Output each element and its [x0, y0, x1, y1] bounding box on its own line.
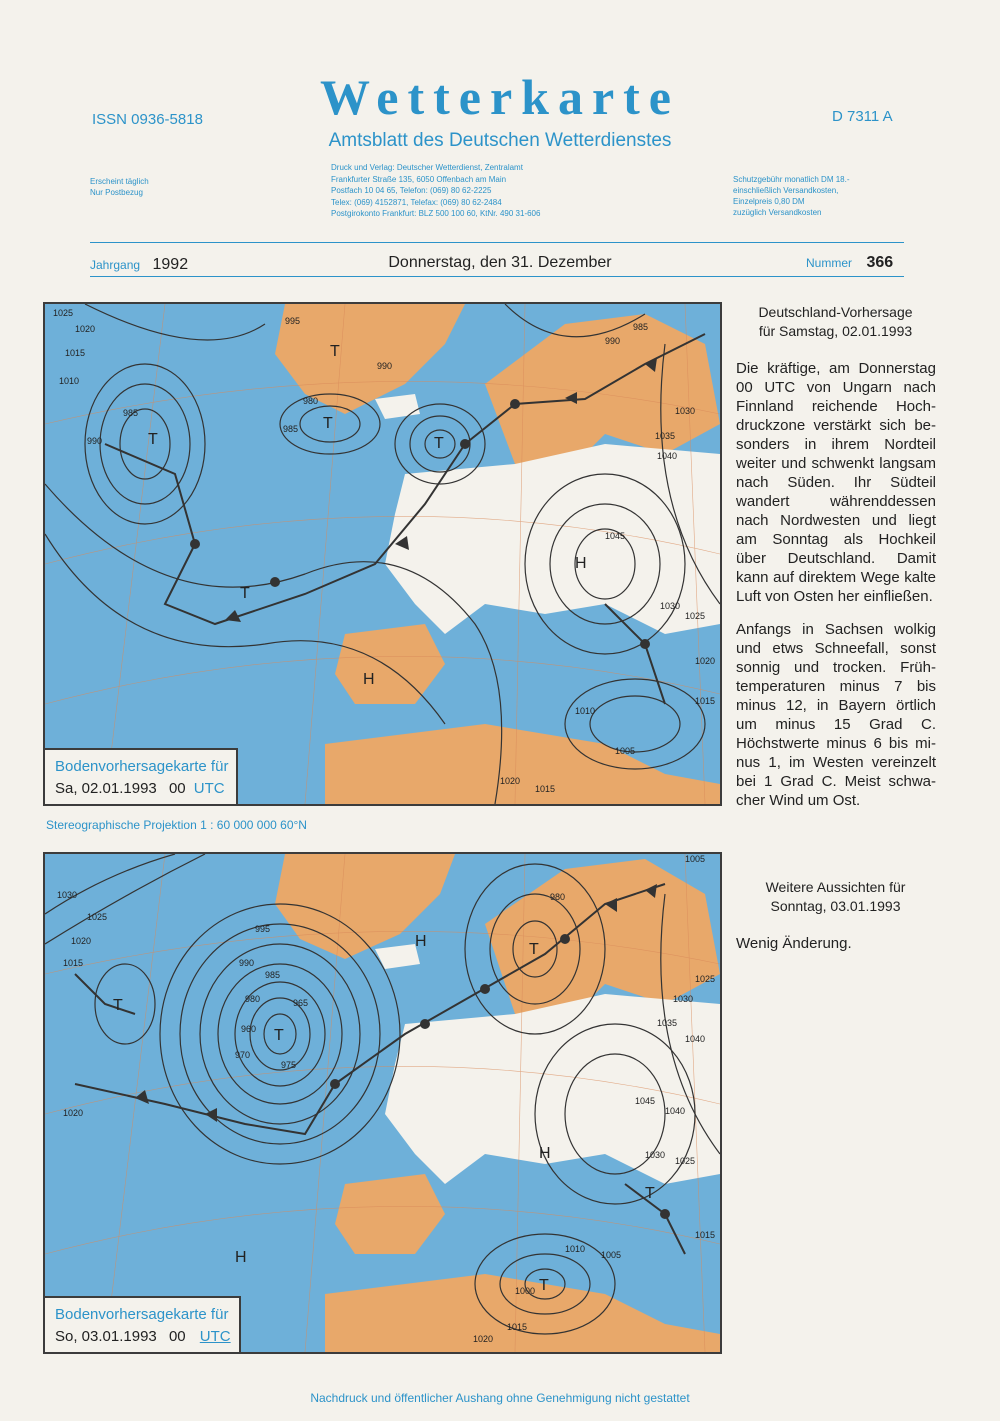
isobar-label: 960	[241, 1024, 257, 1034]
header-rule-top	[90, 242, 904, 243]
isobar-label: 1010	[575, 706, 596, 716]
isobar-label: 990	[377, 361, 393, 371]
footer-note: Nachdruck und öffentlicher Aushang ohne Genehmigung nicht gestattet	[310, 1391, 690, 1405]
isobar-label: 1005	[685, 854, 706, 864]
isobar-label: 1015	[65, 348, 86, 358]
isobar-label: 1025	[87, 912, 108, 922]
forecast-paragraph: Anfangs in Sachsen wolkig und etws Schneefall, sonst sonnig und trocken. Frühtemperaturen minus 7 bis minus 12, in Bayern örtlich um minus 15 Grad C. Höchstwerte minus 6 bis minus 1, im Westen vereinzelt bei 1 Grad C. Meist schwacher Wind um Ost.	[736, 621, 936, 809]
isobar-label: 1025	[53, 308, 74, 318]
isobar-label: 995	[255, 924, 271, 934]
high-center: H	[363, 671, 375, 688]
low-center: T	[240, 585, 250, 602]
low-center: T	[434, 435, 444, 452]
isobar-label: 1015	[507, 1322, 528, 1332]
low-center: T	[529, 941, 539, 958]
low-center: T	[539, 1277, 549, 1294]
isobar-label: 1030	[660, 601, 681, 611]
isobar-label: 1000	[515, 1286, 536, 1296]
isobar-label: 1020	[473, 1334, 494, 1344]
north-africa	[325, 724, 720, 804]
map-caption-sunday: Bodenvorhersagekarte für So, 03.01.1993 00 UTC	[45, 1296, 241, 1352]
low-center: T	[148, 431, 158, 448]
issue-number: Nummer 366	[806, 254, 894, 271]
isobar-label: 1020	[695, 656, 716, 666]
projection-note: Stereographische Projektion 1 : 60 000 000 60°N	[46, 818, 307, 832]
isobar-label: 985	[283, 424, 299, 434]
map-caption-saturday: Bodenvorhersagekarte für Sa, 02.01.1993 00 UTC	[45, 748, 238, 804]
isobar-label: 985	[265, 970, 281, 980]
isobar-label: 1040	[685, 1034, 706, 1044]
isobar-label: 1035	[657, 1018, 678, 1028]
isobar-label: 980	[303, 396, 319, 406]
isobar-label: 975	[281, 1060, 297, 1070]
newspaper-subtitle: Amtsblatt des Deutschen Wetterdienstes	[328, 130, 672, 151]
isobar-label: 1035	[655, 431, 676, 441]
isobar-label: 1025	[675, 1156, 696, 1166]
isobar-label: 990	[87, 436, 103, 446]
low-center: T	[274, 1027, 284, 1044]
isobar-label: 1015	[63, 958, 84, 968]
low-center: T	[323, 415, 333, 432]
high-center: H	[539, 1145, 551, 1162]
newspaper-title: Wetterkarte	[320, 69, 680, 125]
isobar-label: 980	[245, 994, 261, 1004]
isobar-label: 1005	[615, 746, 636, 756]
isobar-label: 1005	[601, 1250, 622, 1260]
high-center: H	[575, 555, 587, 572]
forecast-paragraph: Die kräftige, am Donnerstag 00 UTC von Ungarn nach Finnland reichende Hochdruckzone verstärkt sich besonders in ihrem Nordteil weiter und schwenkt langsam nach Süden. Ihr Südteil wandert währenddessen nach Nordwesten und liegt am Sonntag als Hochkeil über Deutschland. Damit kann auf direktem Wege kalte Luft von Osten her einfließen.	[736, 360, 936, 605]
isobar-label: 985	[633, 322, 649, 332]
isobar-label: 965	[293, 998, 309, 1008]
isobar-label: 1015	[695, 696, 716, 706]
high-center: H	[415, 933, 427, 950]
postal-code: D 7311 A	[832, 108, 893, 125]
header-rule-bottom	[90, 276, 904, 277]
low-center: T	[113, 997, 123, 1014]
isobar-label: 1020	[71, 936, 92, 946]
isobar-label: 985	[123, 408, 139, 418]
low-center: T	[330, 343, 340, 360]
isobar-label: 1030	[57, 890, 78, 900]
high-center: H	[235, 1249, 247, 1266]
issn: ISSN 0936-5818	[92, 111, 203, 128]
low-center: T	[645, 1185, 655, 1202]
forecast-body	[736, 359, 936, 824]
isobar-label: 980	[550, 892, 566, 902]
volume: Jahrgang 1992	[90, 256, 189, 273]
outlook-heading: Weitere Aussichten für Sonntag, 03.01.1993	[765, 879, 906, 914]
weather-map-1	[45, 304, 720, 804]
isobar-label: 1045	[635, 1096, 656, 1106]
isobar-label: 1030	[675, 406, 696, 416]
weather-map-2	[45, 854, 720, 1352]
isobar-label: 1025	[685, 611, 706, 621]
isobar-label: 995	[285, 316, 301, 326]
fee-info: Schutzgebühr monatlich DM 18.- einschließlich Versandkosten, Einzelpreis 0,80 DM zuzüglich Versandkosten	[733, 175, 850, 217]
isobar-label: 1015	[535, 784, 556, 794]
isobar-label: 1015	[695, 1230, 716, 1240]
forecast-map-saturday	[43, 302, 722, 806]
iceland	[375, 394, 420, 419]
isobar-label: 1040	[657, 451, 678, 461]
outlook-body: Wenig Änderung.	[736, 935, 852, 952]
iberia	[335, 624, 445, 704]
isobar-label: 970	[235, 1050, 251, 1060]
isobar-label: 1020	[75, 324, 96, 334]
publication-note: Erscheint täglich Nur Postbezug	[90, 177, 149, 197]
isobar-label: 1025	[695, 974, 716, 984]
isobar-label: 990	[239, 958, 255, 968]
publisher-info: Druck und Verlag: Deutscher Wetterdienst, Zentralamt Frankfurter Straße 135, 6050 Offenbach am Main Postfach 10 04 65, Telefon: (069) 80 62-2225 Telex: (069) 4152871, Telefax: (069) 80 62-2484 Postgirokonto Frankfurt: BLZ 500 100 60, KtNr. 490 31-606	[331, 163, 541, 218]
isobar-label: 1020	[500, 776, 521, 786]
forecast-heading: Deutschland-Vorhersage für Samstag, 02.01.1993	[758, 304, 913, 339]
forecast-map-sunday	[43, 852, 722, 1354]
isobar-label: 1045	[605, 531, 626, 541]
iberia	[335, 1174, 445, 1254]
isobar-label: 990	[605, 336, 621, 346]
isobar-label: 1010	[59, 376, 80, 386]
isobar-label: 1030	[673, 994, 694, 1004]
isobar-label: 1030	[645, 1150, 666, 1160]
isobar-label: 1020	[63, 1108, 84, 1118]
isobar-label: 1010	[565, 1244, 586, 1254]
isobar-label: 1040	[665, 1106, 686, 1116]
issue-date: Donnerstag, den 31. Dezember	[388, 254, 612, 271]
